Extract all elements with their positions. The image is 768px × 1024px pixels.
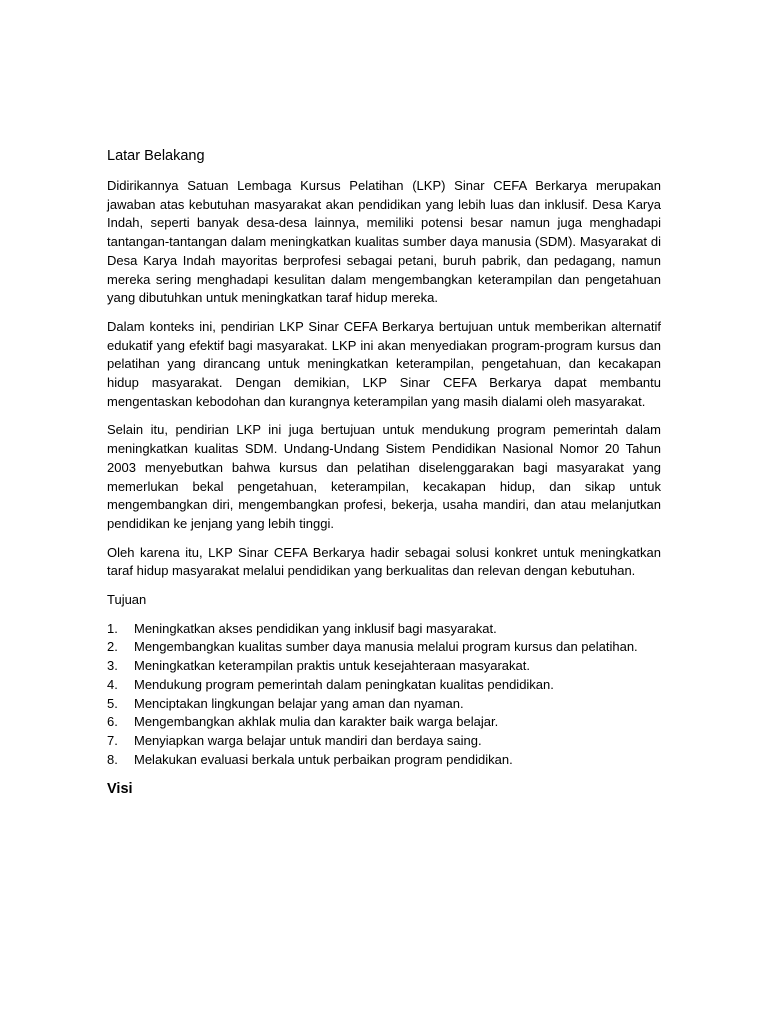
list-item-number: 3. <box>107 658 118 674</box>
section-heading-latar-belakang: Latar Belakang <box>107 148 205 164</box>
list-item-text: Menyiapkan warga belajar untuk mandiri dan berdaya saing. <box>134 732 482 748</box>
list-item-number: 6. <box>107 714 118 730</box>
paragraph-1: Didirikannya Satuan Lembaga Kursus Pelatihan (LKP) Sinar CEFA Berkarya merupakan jawaban atas kebutuhan masyarakat akan pendidikan yang lebih luas dan inklusif. Desa Karya Indah, seperti banyak desa-desa lainnya, memiliki potensi besar namun juga menghadapi tantangan-tantangan dalam meningkatkan kualitas sumber daya manusia (SDM). Masyarakat di Desa Karya Indah mayoritas berprofesi sebagai petani, buruh pabrik, dan pedagang, namun mereka sering menghadapi kesulitan dalam mengembangkan keterampilan dan pengetahuan yang dibutuhkan untuk meningkatkan taraf hidup mereka. <box>107 178 661 306</box>
list-item <box>107 657 661 676</box>
list-item-number: 1. <box>107 620 118 636</box>
list-item-text: Meningkatkan akses pendidikan yang inklusif bagi masyarakat. <box>134 620 497 636</box>
list-item-number: 7. <box>107 732 118 748</box>
list-item-text: Mengembangkan kualitas sumber daya manusia melalui program kursus dan pelatihan. <box>134 639 638 655</box>
list-item <box>107 620 661 639</box>
list-item <box>107 676 661 695</box>
list-item-number: 4. <box>107 676 118 692</box>
list-item-text: Meningkatkan keterampilan praktis untuk kesejahteraan masyarakat. <box>134 658 530 674</box>
list-item <box>107 732 661 751</box>
list-item-text: Melakukan evaluasi berkala untuk perbaikan program pendidikan. <box>134 751 513 767</box>
document-page <box>107 146 661 799</box>
list-item <box>107 751 661 770</box>
tujuan-label: Tujuan <box>107 592 147 608</box>
list-item-text: Mendukung program pemerintah dalam peningkatan kualitas pendidikan. <box>134 676 554 692</box>
list-item <box>107 713 661 732</box>
tujuan-list <box>107 620 661 770</box>
paragraph-2: Dalam konteks ini, pendirian LKP Sinar CEFA Berkarya bertujuan untuk memberikan alternatif edukatif yang efektif bagi masyarakat. LKP ini akan menyediakan program-program kursus dan pelatihan yang dirancang untuk meningkatkan keterampilan, pengetahuan, dan kecakapan hidup masyarakat. Dengan demikian, LKP Sinar CEFA Berkarya dapat membantu mengentaskan kebodohan dan kurangnya keterampilan yang masih dialami oleh masyarakat. <box>107 318 661 409</box>
list-item <box>107 695 661 714</box>
paragraph-3: Selain itu, pendirian LKP ini juga bertujuan untuk mendukung program pemerintah dalam meningkatkan kualitas SDM. Undang-Undang Sistem Pendidikan Nasional Nomor 20 Tahun 2003 menyebutkan bahwa kursus dan pelatihan diselenggarakan bagi masyarakat yang memerlukan bekal pengetahuan, keterampilan, kecakapan hidup, dan sikap untuk mengembangkan diri, mengembangkan profesi, bekerja, usaha mandiri, dan atau melanjutkan pendidikan ke jenjang yang lebih tinggi. <box>107 422 661 531</box>
list-item-number: 5. <box>107 695 118 711</box>
list-item-text: Mengembangkan akhlak mulia dan karakter baik warga belajar. <box>134 714 499 730</box>
list-item <box>107 638 661 657</box>
section-heading-visi: Visi <box>107 781 133 798</box>
list-item-number: 8. <box>107 751 118 767</box>
list-item-text: Menciptakan lingkungan belajar yang aman dan nyaman. <box>134 695 464 711</box>
paragraph-4: Oleh karena itu, LKP Sinar CEFA Berkarya hadir sebagai solusi konkret untuk meningkatkan taraf hidup masyarakat melalui pendidikan yang berkualitas dan relevan dengan kebutuhan. <box>107 544 661 579</box>
list-item-number: 2. <box>107 639 118 655</box>
